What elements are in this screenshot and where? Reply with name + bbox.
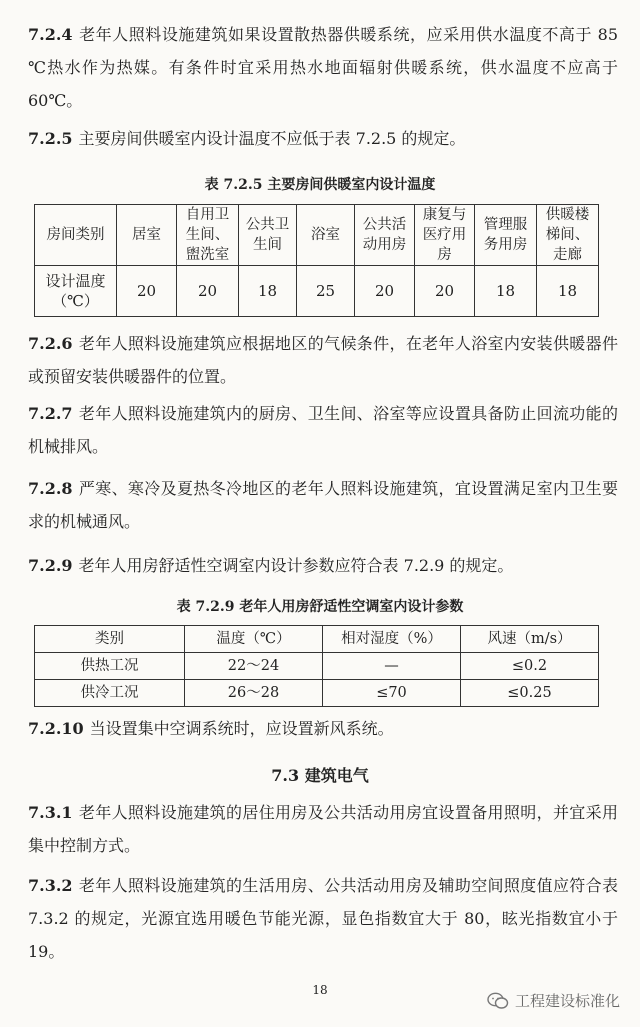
watermark-text: 工程建设标准化: [514, 992, 620, 1010]
table-header-row: [35, 205, 599, 266]
table-cell: ≤70: [323, 680, 461, 707]
clause-number: 7.2.6: [28, 334, 73, 353]
watermark: [487, 990, 620, 1011]
table-cell: 18: [475, 266, 537, 317]
clause-number: 7.2.7: [28, 404, 73, 423]
table-cell: ≤0.25: [461, 680, 599, 707]
header-cell: 房间类别: [35, 205, 117, 266]
clause-text: 老年人照料设施建筑应根据地区的气候条件，在老年人浴室内安装供暖器件或预留安装供暖器件的位置。: [28, 334, 618, 386]
header-cell: 管理服务用房: [475, 205, 537, 266]
header-cell: 公共活动用房: [355, 205, 415, 266]
table-cell: 20: [415, 266, 475, 317]
table-cell: 26～28: [185, 680, 323, 707]
clause-7-2-6: [28, 327, 618, 393]
clause-text: 老年人照料设施建筑如果设置散热器供暖系统，应采用供水温度不高于 85 ℃热水作为热媒。有条件时宜采用热水地面辐射供暖系统，供水温度不应高于 60℃。: [28, 25, 618, 110]
section-heading: 7.3 建筑电气: [271, 766, 369, 785]
table-cell: 18: [239, 266, 297, 317]
clause-text: 老年人照料设施建筑内的厨房、卫生间、浴室等应设置具备防止回流功能的机械排风。: [28, 404, 618, 456]
clause-7-2-4: [28, 18, 618, 117]
clause-text: 当设置集中空调系统时，应设置新风系统。: [89, 719, 394, 738]
table-cell: ≤0.2: [461, 653, 599, 680]
table-cell: 20: [177, 266, 239, 317]
table-cell: 供热工况: [35, 653, 185, 680]
clause-7-2-10: [28, 712, 618, 745]
clause-7-2-8: [28, 472, 618, 538]
table-row: [35, 653, 599, 680]
air-conditioning-parameters-table: [34, 625, 599, 707]
clause-text: 老年人照料设施建筑的生活用房、公共活动用房及辅助空间照度值应符合表 7.3.2 的规定，光源宜选用暖色节能光源，显色指数宜大于 80，眩光指数宜小于 19。: [28, 876, 618, 961]
clause-7-2-7: [28, 397, 618, 463]
clause-7-3-1: [28, 796, 618, 862]
clause-text: 老年人照料设施建筑的居住用房及公共活动用房宜设置备用照明，并宜采用集中控制方式。: [28, 803, 618, 855]
clause-7-3-2: [28, 869, 618, 968]
header-cell: 自用卫生间、盥洗室: [177, 205, 239, 266]
wechat-icon: [487, 992, 509, 1010]
header-cell: 风速（m/s）: [461, 626, 599, 653]
table-cell: 22～24: [185, 653, 323, 680]
clause-7-2-5: [28, 122, 618, 155]
clause-number: 7.3.1: [28, 803, 73, 822]
clause-text: 严寒、寒冷及夏热冬冷地区的老年人照料设施建筑，宜设置满足室内卫生要求的机械通风。: [28, 479, 618, 531]
clause-text: 老年人用房舒适性空调室内设计参数应符合表 7.2.9 的规定。: [78, 556, 514, 575]
table-cell: 20: [355, 266, 415, 317]
clause-number: 7.2.5: [28, 129, 73, 148]
clause-number: 7.3.2: [28, 876, 73, 895]
table-cell: 18: [537, 266, 599, 317]
table-row: [35, 680, 599, 707]
table-cell: —: [323, 653, 461, 680]
clause-number: 7.2.9: [28, 556, 73, 575]
table-cell: 25: [297, 266, 355, 317]
table-header-row: [35, 626, 599, 653]
heating-temperature-table: [34, 204, 599, 317]
table-row: [35, 266, 599, 317]
header-cell: 类别: [35, 626, 185, 653]
header-cell: 相对湿度（%）: [323, 626, 461, 653]
table-cell: 设计温度（℃）: [35, 266, 117, 317]
page-number: 18: [312, 983, 328, 997]
clause-7-2-9: [28, 549, 618, 582]
header-cell: 浴室: [297, 205, 355, 266]
table-caption: 表 7.2.5 主要房间供暖室内设计温度: [204, 177, 436, 193]
clause-number: 7.2.4: [28, 25, 73, 44]
header-cell: 公共卫生间: [239, 205, 297, 266]
header-cell: 供暖楼梯间、走廊: [537, 205, 599, 266]
header-cell: 康复与医疗用房: [415, 205, 475, 266]
header-cell: 温度（℃）: [185, 626, 323, 653]
table-caption: 表 7.2.9 老年人用房舒适性空调室内设计参数: [176, 599, 464, 615]
clause-number: 7.2.8: [28, 479, 73, 498]
table-cell: 20: [117, 266, 177, 317]
header-cell: 居室: [117, 205, 177, 266]
table-cell: 供冷工况: [35, 680, 185, 707]
clause-text: 主要房间供暖室内设计温度不应低于表 7.2.5 的规定。: [78, 129, 466, 148]
clause-number: 7.2.10: [28, 719, 84, 738]
